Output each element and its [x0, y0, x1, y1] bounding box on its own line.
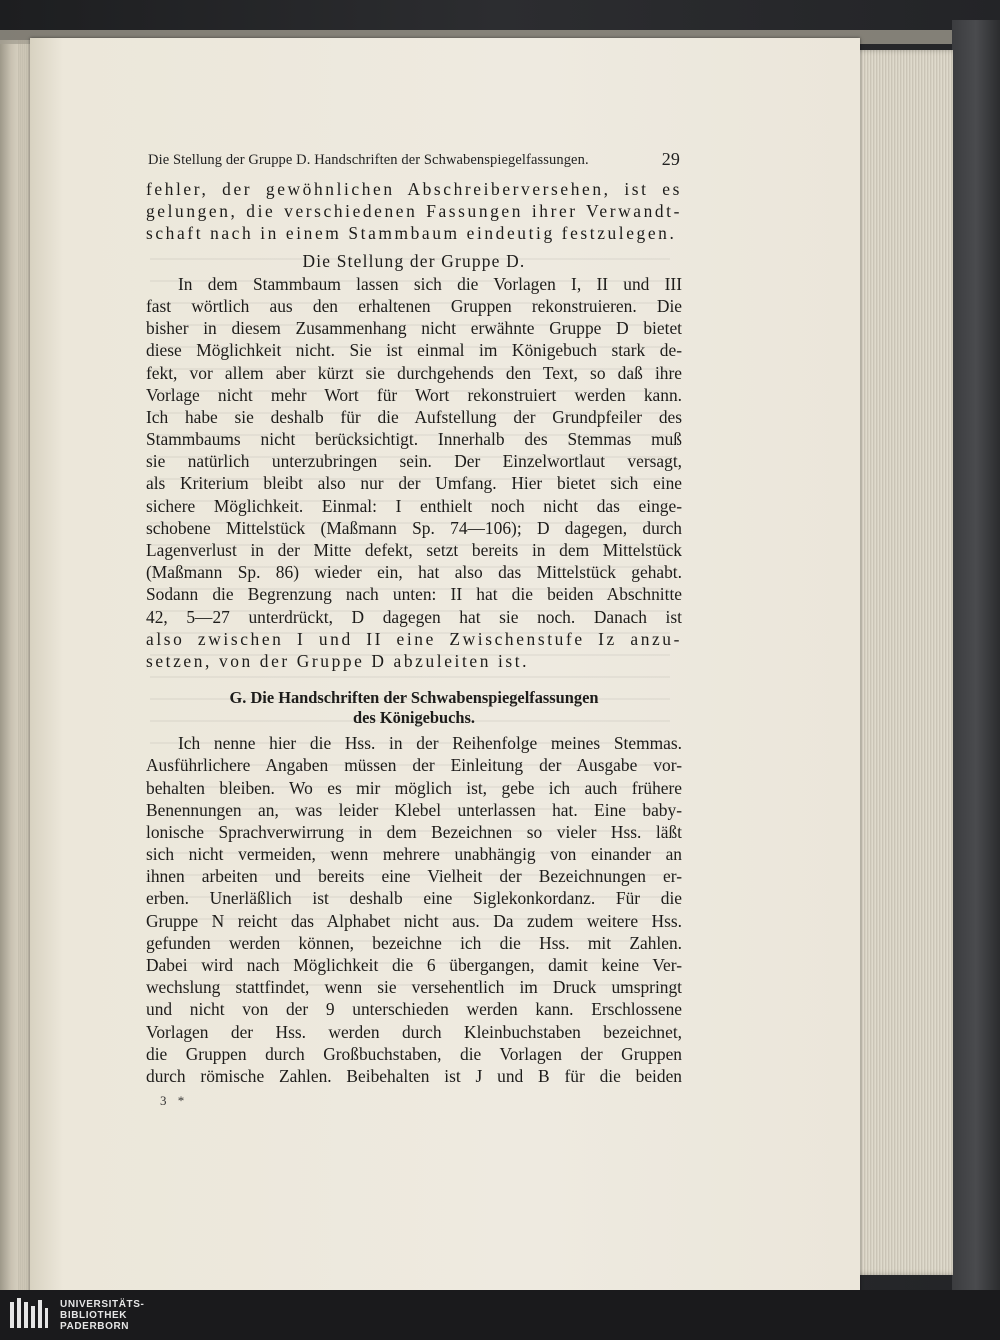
text-line: die Gruppen durch Großbuchstaben, die Vorlagen der Gruppen	[146, 1043, 682, 1064]
text-line: sichere Möglichkeit. Einmal: I enthielt noch nicht das einge-	[146, 495, 682, 516]
chapter-heading-line: G. Die Handschriften der Schwabenspiegelfassungen	[229, 688, 599, 708]
library-logo-icon	[8, 1296, 50, 1334]
text-line: 42, 5—27 unterdrückt, D dagegen hat sie noch. Danach ist	[146, 606, 682, 627]
library-logo-line: PADERBORN	[60, 1321, 130, 1332]
text-line: bisher in diesem Zusammenhang nicht erwähnte Gruppe D bietet	[146, 318, 682, 339]
section-heading: Die Stellung der Gruppe D.	[302, 250, 526, 271]
library-footer	[0, 1290, 1000, 1340]
text-line: gelungen, die verschiedenen Fassungen ihrer Verwandt-	[146, 201, 682, 222]
text-line: sich nicht vermeiden, wenn mehrere unabhängig von einander an	[146, 844, 682, 865]
text-line: Ich nenne hier die Hss. in der Reihenfolge meines Stemmas.	[178, 733, 682, 754]
text-line: fehler, der gewöhnlichen Abschreiberversehen, ist es	[146, 179, 682, 199]
library-logo-line: BIBLIOTHEK	[60, 1310, 128, 1321]
running-header	[148, 149, 688, 176]
running-header-title: Die Stellung der Gruppe D. Handschriften der Schwabenspiegelfassungen.	[148, 152, 589, 168]
text-line: fast wörtlich aus den erhaltenen Gruppen rekonstruieren. Die	[146, 295, 682, 316]
text-line: und nicht von der 9 unterschieden werden kann. Erschlossene	[146, 999, 682, 1020]
text-line: sie natürlich unterzubringen sein. Der Einzelwortlaut versagt,	[146, 451, 682, 472]
chapter-heading-line: des Königebuchs.	[352, 708, 476, 728]
page-body	[146, 178, 682, 1087]
page-number: 29	[661, 149, 680, 169]
text-line: ihnen arbeiten und bereits eine Vielheit der Bezeichnungen er-	[146, 866, 682, 887]
text-line: (Maßmann Sp. 86) wieder ein, hat also das Mittelstück gehabt.	[146, 562, 682, 583]
text-line: In dem Stammbaum lassen sich die Vorlagen I, II und III	[178, 273, 682, 294]
text-line: als Kriterium bleibt also nur der Umfang. Hier bietet sich eine	[146, 473, 682, 494]
text-line: Dabei wird nach Möglichkeit die 6 übergangen, damit keine Ver-	[146, 955, 682, 975]
text-line: Sodann die Begrenzung nach unten: II hat die beiden Abschnitte	[146, 584, 682, 605]
text-line: Stammbaums nicht berücksichtigt. Innerhalb des Stemmas muß	[146, 429, 682, 450]
library-logo-text	[60, 1299, 144, 1332]
text-line: behalten bleiben. Wo es mir möglich ist, gebe ich auch frühere	[146, 777, 682, 798]
book-cover	[952, 20, 1000, 1290]
signature-mark: 3 *	[160, 1093, 189, 1108]
chapter-heading	[146, 688, 682, 728]
text-line: lonische Sprachverwirrung in dem Bezeichnen so vieler Hss. läßt	[146, 821, 682, 842]
text-line: durch römische Zahlen. Beibehalten ist J und B für die beiden	[146, 1065, 682, 1086]
text-line: Benennungen an, was leider Klebel unterlassen hat. Eine baby-	[146, 799, 682, 820]
text-line: schaft nach in einem Stammbaum eindeutig festzulegen.	[146, 223, 677, 244]
text-line: wechslung stattfindet, wenn sie versehentlich im Druck umspringt	[146, 977, 682, 998]
text-line: Gruppe N reicht das Alphabet nicht aus. Da zudem weitere Hss.	[146, 910, 682, 931]
text-line: gefunden werden können, bezeichne ich die Hss. mit Zahlen.	[146, 932, 682, 953]
text-line: diese Möglichkeit nicht. Sie ist einmal im Königebuch stark de-	[146, 340, 682, 361]
text-line: Vorlage nicht mehr Wort für Wort rekonstruiert werden kann.	[146, 384, 682, 405]
text-line: schobene Mittelstück (Maßmann Sp. 74—106); D dagegen, durch	[146, 517, 682, 538]
text-line: setzen, von der Gruppe D abzuleiten ist.	[146, 650, 530, 671]
text-line: Lagenverlust in der Mitte defekt, setzt bereits in dem Mittelstück	[146, 540, 682, 560]
text-line: fekt, vor allem aber kürzt sie durchgehends den Text, so daß ihre	[146, 362, 682, 383]
text-line: also zwischen I und II eine Zwischenstufe Iz anzu-	[146, 628, 682, 649]
text-line: Ich habe sie deshalb für die Aufstellung der Grundpfeiler des	[146, 406, 682, 427]
left-page-stack	[18, 40, 30, 1290]
library-logo-line: UNIVERSITÄTS-	[60, 1299, 145, 1310]
text-line: erben. Unerläßlich ist deshalb eine Siglekonkordanz. Für die	[146, 888, 682, 909]
text-line: Vorlagen der Hss. werden durch Kleinbuchstaben bezeichnet,	[146, 1021, 682, 1042]
text-line: Ausführlichere Angaben müssen der Einleitung der Ausgabe vor-	[146, 755, 682, 776]
